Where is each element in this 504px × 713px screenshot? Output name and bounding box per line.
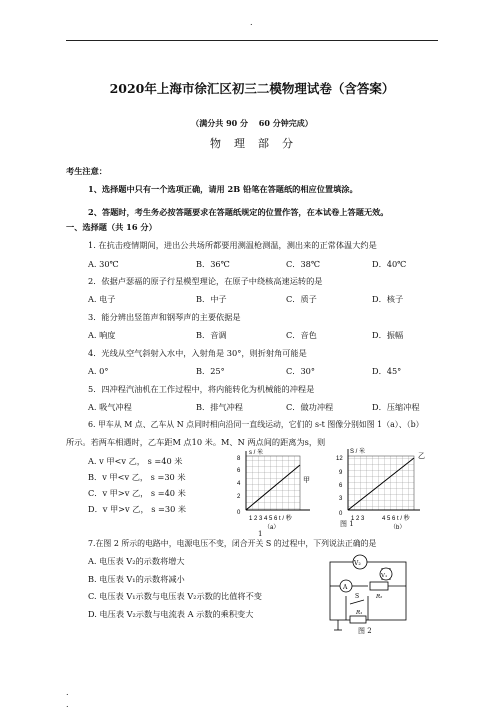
q4-option-c: C．30° (286, 366, 315, 376)
graph-b-xticks-left: 1 2 3 (351, 516, 365, 522)
graph-a-ytick-0: 0 (237, 510, 241, 516)
svg-text:A: A (343, 584, 348, 591)
q7-option-c: C. 电压表 V₁示数与电压表 V₂示数的比值将不变 (88, 591, 262, 601)
q5-option-a: A. 吸气冲程 (88, 402, 132, 412)
q6-option-c: C．v 甲>v 乙， s =40 米 (88, 488, 186, 498)
switch-s (350, 600, 364, 604)
q3-option-b: B．音调 (196, 330, 227, 340)
notice-heading: 考生注意： (66, 166, 107, 176)
section-heading: 物 理 部 分 (210, 137, 294, 150)
figure-1-extra: 1 (258, 530, 263, 538)
q4-text: 4．光线从空气斜射入水中，入射角是 30°，则折射角可能是 (88, 348, 307, 358)
q2-option-c: C．质子 (286, 294, 317, 304)
q2-option-a: A. 电子 (88, 294, 116, 304)
graph-a-ytick-4: 4 (237, 481, 241, 487)
q2-text: 2．依据卢瑟福的原子行星模型理论，在原子中绕核高速运转的是 (88, 276, 323, 286)
q6-option-d: D．v 甲>v 乙， s =30 米 (88, 504, 187, 514)
switch-s-label: S (355, 593, 360, 600)
resistor-r1 (350, 616, 366, 623)
footer-dot-1: . (66, 688, 69, 697)
voltmeter-v1 (380, 568, 392, 580)
q6-text-2: 所示。若两车相遇时，乙车距M 点10 米。M、N 两点间的距离为s，则 (66, 437, 326, 447)
q5-option-c: C．做功冲程 (286, 402, 334, 412)
graph-a-ylabel: s / 米 (249, 450, 264, 456)
svg-text:V₂: V₂ (354, 560, 361, 567)
q1-text: 1. 在抗击疫情期间，进出公共场所都要用测温枪测温，测出来的正常体温大约是 (88, 240, 377, 250)
svg-text:V₁: V₁ (381, 573, 388, 579)
graph-a-ytick-6: 6 (237, 468, 241, 474)
q7-option-a: A. 电压表 V₂的示数将增大 (88, 556, 185, 566)
graph-a-ytick-2: 2 (237, 494, 241, 500)
graph-a-ytick-8: 8 (237, 456, 241, 462)
q7-option-b: B. 电压表 V₁的示数将减小 (88, 574, 185, 584)
q2-option-d: D．核子 (372, 294, 404, 304)
part-heading: 一、选择题（共 16 分） (66, 222, 157, 232)
graph-b-ytick-3: 3 (339, 496, 343, 502)
resistor-r2 (370, 582, 388, 590)
q2-option-b: B．中子 (196, 294, 227, 304)
q5-option-b: B．排气冲程 (196, 402, 243, 412)
ammeter (340, 580, 352, 592)
q3-option-c: C．音色 (286, 330, 317, 340)
header-dot: . (250, 18, 253, 27)
q1-option-a: A. 30℃ (88, 259, 119, 269)
notice-item-2: 2、答题时，考生务必按答题要求在答题纸规定的位置作答，在本试卷上答题无效。 (88, 207, 389, 217)
q3-text: 3．能分辨出竖笛声和钢琴声的主要依据是 (88, 312, 241, 322)
graph-a-series-label: 甲 (303, 477, 310, 484)
q4-option-b: B．25° (196, 366, 225, 376)
q1-option-c: C．38℃ (286, 259, 321, 269)
q5-text: 5．四冲程汽油机在工作过程中，将内能转化为机械能的冲程是 (88, 384, 315, 394)
q3-option-d: D．振幅 (372, 330, 404, 340)
graph-b-ytick-9: 9 (339, 470, 343, 476)
q1-option-d: D．40℃ (372, 259, 407, 269)
q6-option-b: B．v 甲<v 乙， s =30 米 (88, 472, 186, 482)
subtitle: （满分共 90 分 60 分钟完成） (191, 118, 313, 128)
figure-2-caption: 图 2 (358, 627, 372, 635)
q1-option-b: B．36℃ (196, 259, 230, 269)
figure-1-caption: 图 1 (340, 520, 354, 528)
notice-item-1: 1、选择题中只有一个选项正确，请用 2B 铅笔在答题纸的相应位置填涂。 (88, 184, 358, 194)
q6-text-1: 6. 甲车从 M 点、乙车从 N 点同时相向沿同一直线运动，它们的 s-t 图像分别如图 1（a）、（b） (88, 420, 424, 429)
page-title: 2020年上海市徐汇区初三二模物理试卷（含答案） (109, 81, 395, 96)
resistor-r1-label: R₁ (356, 610, 363, 616)
q5-option-d: D．压缩冲程 (372, 402, 420, 412)
voltmeter-v2 (353, 555, 367, 569)
q4-option-a: A. 0° (88, 366, 109, 376)
graph-b-xticks-right: 4 5 6 t / 秒 (382, 516, 410, 522)
graph-b-ylabel: S / 米 (350, 449, 366, 455)
q7-option-d: D. 电压表 V₂示数与电流表 A 示数的乘积变大 (88, 609, 254, 619)
graph-b-ytick-12: 12 (336, 456, 343, 462)
graph-a-caption: （a） (264, 525, 280, 531)
graph-b-series-label: 乙 (418, 453, 425, 460)
q3-option-a: A. 响度 (88, 330, 116, 340)
header-rule (66, 40, 438, 41)
footer-dot-2: . (66, 700, 69, 709)
resistor-r2-label: R₂ (376, 594, 383, 600)
graph-a (228, 448, 324, 532)
q4-option-d: D．45° (372, 366, 402, 376)
graph-b-caption: （b） (390, 525, 406, 531)
graph-b-ytick-6: 6 (339, 483, 343, 489)
graph-b-ytick-0: 0 (339, 511, 343, 517)
graph-a-xticks: 1 2 3 4 5 6 t / 秒 (249, 516, 292, 522)
q6-option-a: A. v 甲<v 乙， s =40 米 (88, 456, 183, 466)
q7-text: 7.在图 2 所示的电路中，电源电压不变，闭合开关 S 的过程中，下列说法正确的是 (88, 539, 377, 548)
